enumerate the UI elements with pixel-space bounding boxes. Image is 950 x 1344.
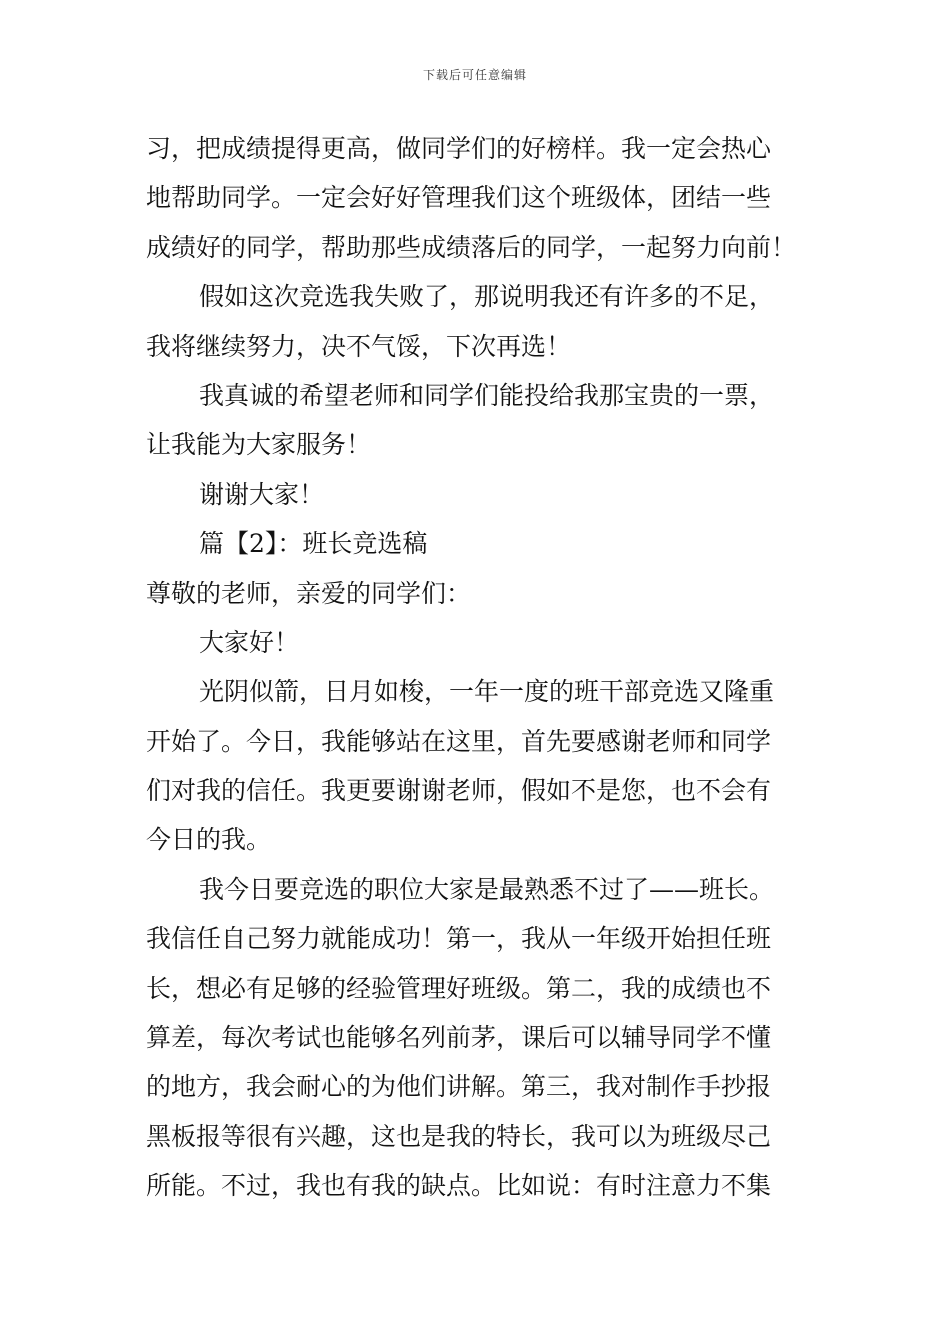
text-line: 地帮助同学。一定会好好管理我们这个班级体，团结一些 [146,183,772,213]
text-line: 们对我的信任。我更要谢谢老师，假如不是您，也不会有 [146,776,772,806]
text-line: 开始了。今日，我能够站在这里，首先要感谢老师和同学 [146,726,772,756]
text-line: 我今日要竞选的职位大家是最熟悉不过了——班长。 [199,874,775,904]
text-line: 假如这次竞选我失败了，那说明我还有许多的不足， [199,282,775,312]
text-line: 谢谢大家！ [199,479,325,509]
text-line: 算差，每次考试也能够名列前茅，课后可以辅导同学不懂 [146,1023,772,1053]
text-line: 大家好！ [199,627,300,657]
text-line: 黑板报等很有兴趣，这也是我的特长，我可以为班级尽己 [146,1121,772,1151]
text-line: 习，把成绩提得更高，做同学们的好榜样。我一定会热心 [146,134,772,163]
text-line: 让我能为大家服务！ [146,430,372,460]
text-line: 篇【2】：班长竞选稿 [199,529,428,559]
text-line: 尊敬的老师，亲爱的同学们： [146,578,472,608]
text-line: 长，想必有足够的经验管理好班级。第二，我的成绩也不 [146,973,772,1003]
text-line: 我真诚的希望老师和同学们能投给我那宝贵的一票， [199,380,775,410]
text-line: 我信任自己努力就能成功！第一，我从一年级开始担任班 [146,924,772,954]
text-line: 我将继续努力，决不气馁，下次再选！ [146,331,572,361]
page-header: 下载后可任意编辑 [422,68,527,82]
text-line: 光阴似箭，日月如梭，一年一度的班干部竞选又隆重 [199,677,775,707]
text-line: 今日的我。 [146,825,272,855]
text-line: 成绩好的同学，帮助那些成绩落后的同学，一起努力向前！ [146,232,797,262]
text-line: 所能。不过，我也有我的缺点。比如说：有时注意力不集 [146,1171,772,1201]
document-body [146,124,810,1211]
text-line: 的地方，我会耐心的为他们讲解。第三，我对制作手抄报 [146,1072,772,1102]
